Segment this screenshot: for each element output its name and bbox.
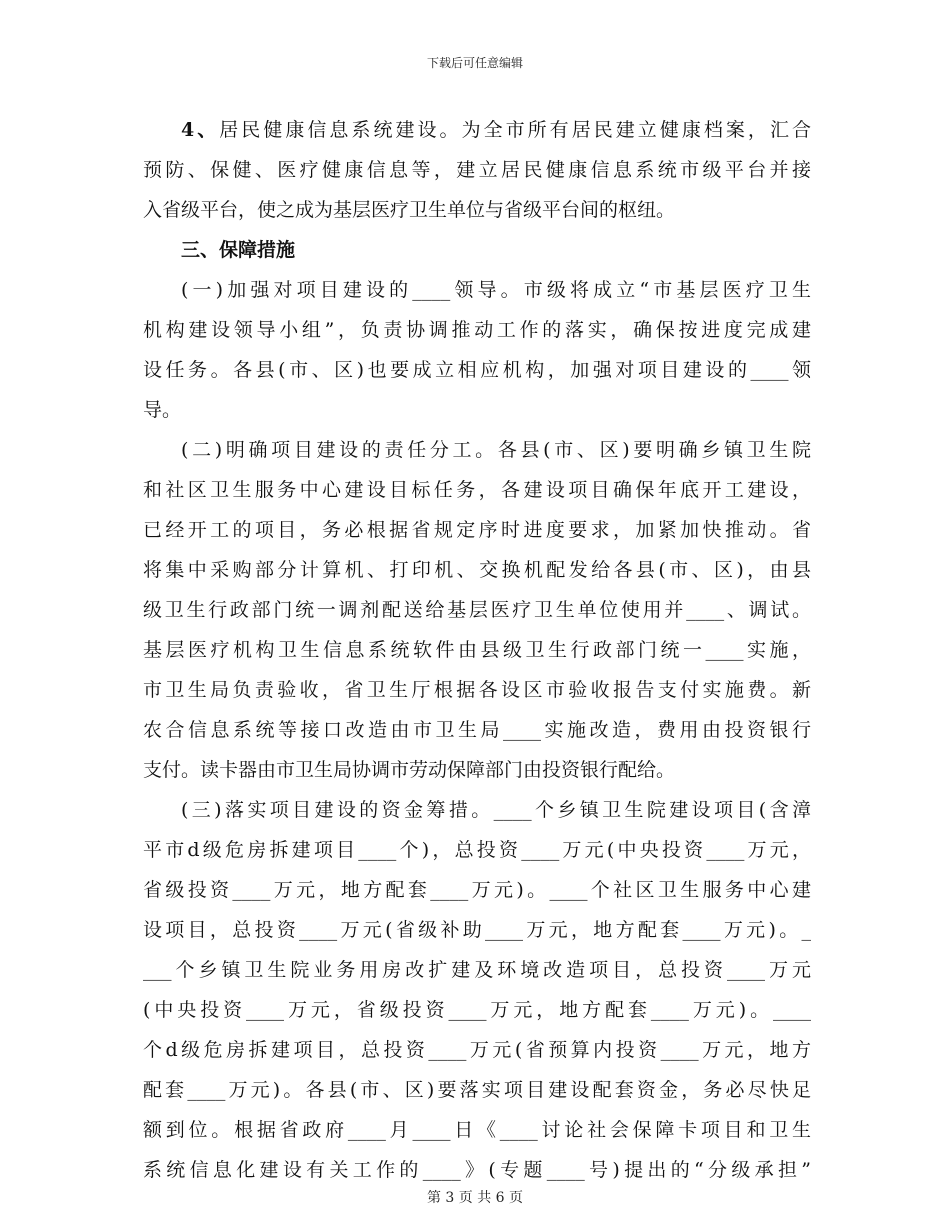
- paragraph-3-line-5: ___个乡镇卫生院业务用房改扩建及环境改造项目，总投资____万元: [143, 959, 811, 981]
- paragraph-3-line-7: 个d级危房拆建项目，总投资____万元(省预算内投资____万元，地方: [143, 1039, 811, 1061]
- paragraph-3-line-2: 平市d级危房拆建项目____个)，总投资____万元(中央投资____万元，: [143, 839, 811, 861]
- paragraph-3-line-1: (三)落实项目建设的资金筹措。____个乡镇卫生院建设项目(含漳: [181, 799, 811, 821]
- document-body: [143, 110, 811, 1190]
- paragraph-3-line-10: 系统信息化建设有关工作的____》(专题____号)提出的“分级承担”: [143, 1159, 811, 1181]
- paragraph-2-line-4: 将集中采购部分计算机、打印机、交换机配发给各县(市、区)，由县: [143, 559, 811, 581]
- paragraph-3-line-8: 配套____万元)。各县(市、区)要落实项目建设配套资金，务必尽快足: [143, 1079, 811, 1101]
- paragraph-3-line-3: 省级投资____万元，地方配套____万元)。____个社区卫生服务中心建: [143, 879, 811, 901]
- section-heading: 三、保障措施: [181, 239, 296, 261]
- paragraph-1-line-4: 导。: [143, 399, 182, 421]
- paragraph-3-line-4: 设项目，总投资____万元(省级补助____万元，地方配套____万元)。_: [143, 919, 811, 941]
- paragraph-1-line-1: (一)加强对项目建设的____领导。市级将成立“市基层医疗卫生: [181, 279, 811, 301]
- paragraph-1-line-3: 设任务。各县(市、区)也要成立相应机构，加强对项目建设的____领: [143, 359, 811, 381]
- paragraph-4-line-1: [143, 110, 811, 150]
- page-header-note: 下载后可任意编辑: [426, 56, 523, 70]
- paragraph-2-line-5: 级卫生行政部门统一调剂配送给基层医疗卫生单位使用并____、调试。: [143, 599, 811, 621]
- paragraph-2-line-3: 已经开工的项目，务必根据省规定序时进度要求，加紧加快推动。省: [143, 519, 811, 541]
- paragraph-2-line-2: 和社区卫生服务中心建设目标任务，各建设项目确保年底开工建设，: [143, 479, 811, 501]
- paragraph-3-line-9: 额到位。根据省政府____月____日《____讨论社会保障卡项目和卫生: [143, 1119, 811, 1141]
- item-number: 4、: [181, 119, 220, 141]
- page-number: 第 3 页 共 6 页: [426, 1190, 524, 1206]
- paragraph-4-line-2: 预防、保健、医疗健康信息等，建立居民健康信息系统市级平台并接: [143, 159, 811, 181]
- paragraph-text: 居民健康信息系统建设。为全市所有居民建立健康档案，汇合: [219, 119, 811, 141]
- paragraph-1-line-2: 机构建设领导小组”，负责协调推动工作的落实，确保按进度完成建: [143, 319, 811, 341]
- paragraph-2-line-9: 支付。读卡器由市卫生局协调市劳动保障部门由投资银行配给。: [143, 759, 676, 781]
- paragraph-4-line-3: 入省级平台，使之成为基层医疗卫生单位与省级平台间的枢纽。: [143, 199, 676, 221]
- paragraph-2-line-6: 基层医疗机构卫生信息系统软件由县级卫生行政部门统一____实施，: [143, 639, 811, 661]
- paragraph-2-line-1: (二)明确项目建设的责任分工。各县(市、区)要明确乡镇卫生院: [181, 439, 811, 461]
- paragraph-3-line-6: (中央投资____万元，省级投资____万元，地方配套____万元)。____: [143, 999, 811, 1021]
- paragraph-2-line-7: 市卫生局负责验收，省卫生厅根据各设区市验收报告支付实施费。新: [143, 679, 811, 701]
- paragraph-2-line-8: 农合信息系统等接口改造由市卫生局____实施改造，费用由投资银行: [143, 719, 811, 741]
